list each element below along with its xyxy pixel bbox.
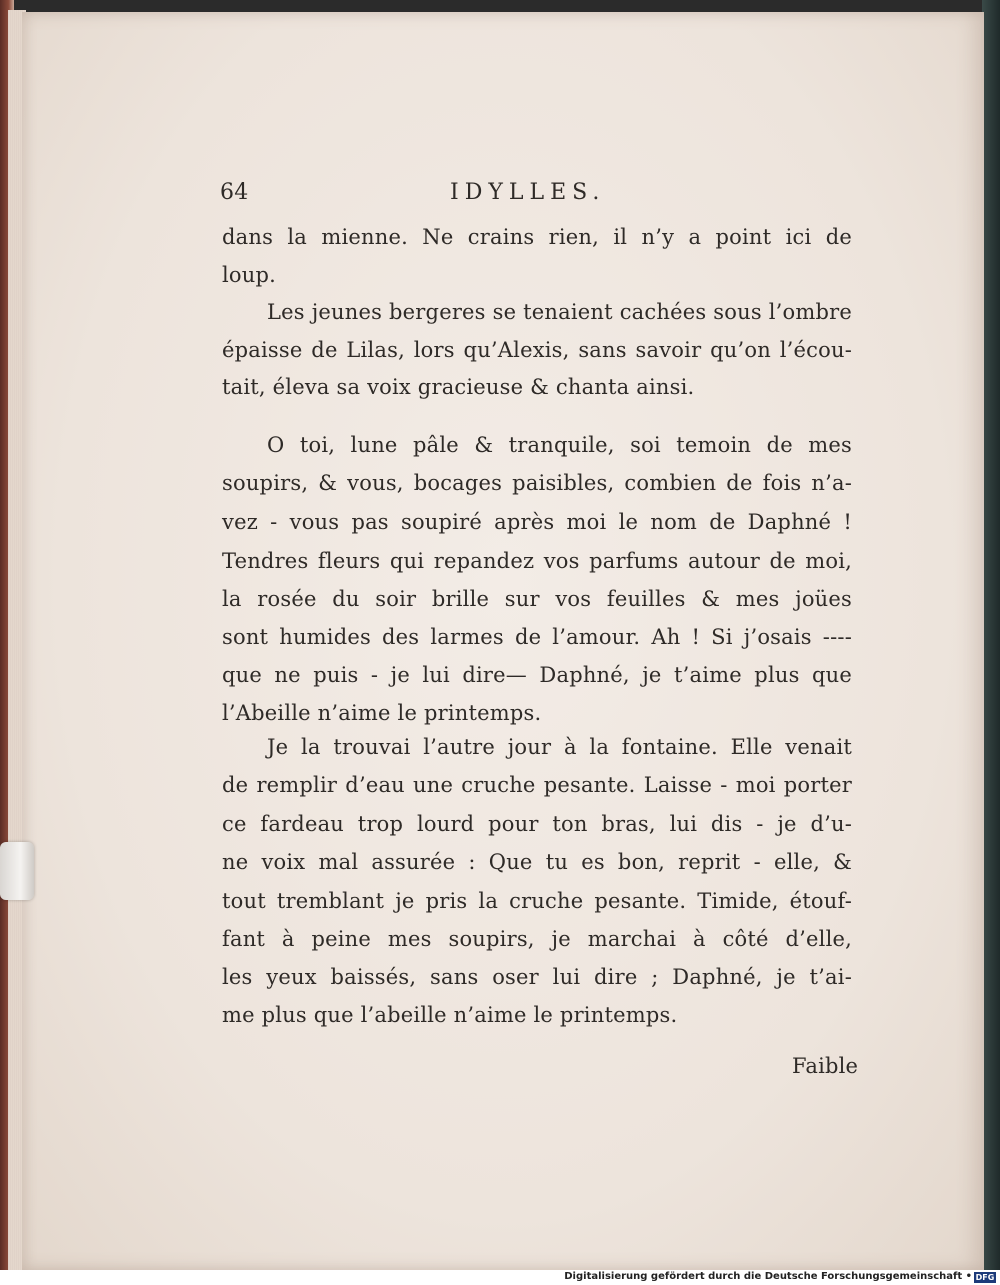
text-line: de remplir d’eau une cruche pesante. Laisse - moi porter [222, 773, 852, 797]
text-line: sont humides des larmes de l’amour. Ah ! Si j’osais ---- [222, 625, 852, 649]
funding-credit: Digitalisierung gefördert durch die Deutsche Forschungsgemeinschaft • [564, 1271, 972, 1282]
page-number: 64 [220, 180, 249, 205]
text-line: dans la mienne. Ne crains rien, il n’y a point ici de [222, 225, 852, 249]
scan-top-band [0, 0, 1000, 12]
book-back-board [982, 0, 1000, 1285]
text-line: Les jeunes bergeres se tenaient cachées sous l’ombre [267, 300, 852, 324]
running-head: IDYLLES. [450, 180, 606, 205]
text-line: Tendres fleurs qui repandez vos parfums autour de moi, [222, 549, 852, 573]
book-page [22, 12, 984, 1270]
page-clip [0, 842, 34, 900]
text-line: tout tremblant je pris la cruche pesante. Timide, étouf- [222, 889, 852, 913]
text-line: Je la trouvai l’autre jour à la fontaine. Elle venait [267, 735, 852, 759]
text-line: O toi, lune pâle & tranquile, soi temoin de mes [267, 433, 852, 457]
text-line: l’Abeille n’aime le printemps. [222, 701, 542, 725]
catchword: Faible [792, 1054, 859, 1078]
text-line: ne voix mal assurée : Que tu es bon, reprit - elle, & [222, 850, 852, 874]
text-line: vez - vous pas soupiré après moi le nom de Daphné ! [222, 510, 852, 534]
text-line: soupirs, & vous, bocages paisibles, combien de fois n’a- [222, 471, 852, 495]
dfg-logo-icon: DFG [975, 1273, 995, 1282]
text-line: ce fardeau trop lourd pour ton bras, lui dis - je d’u- [222, 812, 852, 836]
text-line: que ne puis - je lui dire— Daphné, je t’aime plus que [222, 663, 852, 687]
text-line: la rosée du soir brille sur vos feuilles & mes joües [222, 587, 852, 611]
text-line: tait, éleva sa voix gracieuse & chanta ainsi. [222, 375, 695, 399]
text-line: fant à peine mes soupirs, je marchai à côté d’elle, [222, 927, 852, 951]
text-line: les yeux baissés, sans oser lui dire ; Daphné, je t’ai- [222, 965, 852, 989]
text-line: loup. [222, 263, 277, 287]
text-line: me plus que l’abeille n’aime le printemps. [222, 1003, 678, 1027]
text-line: épaisse de Lilas, lors qu’Alexis, sans savoir qu’on l’écou- [222, 338, 852, 362]
